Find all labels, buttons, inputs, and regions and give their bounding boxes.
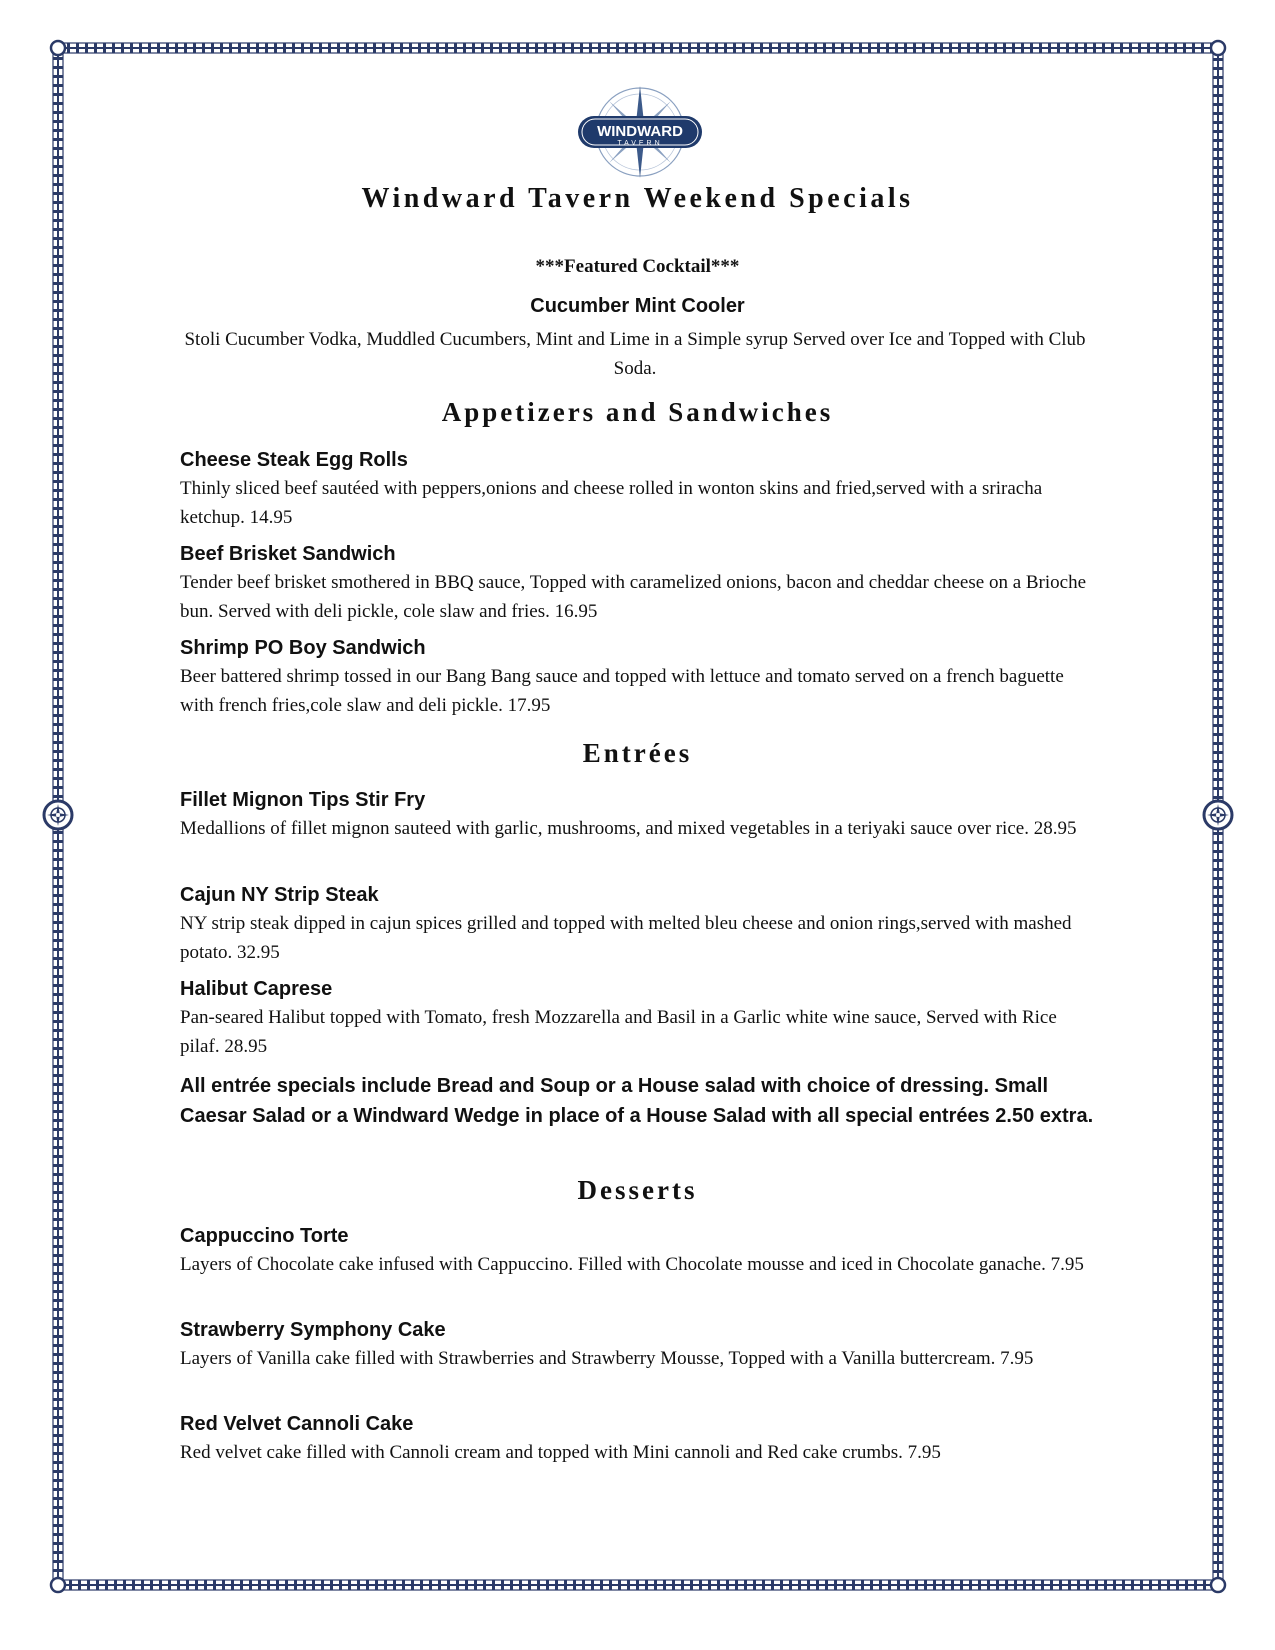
corner-knot-icon (51, 1578, 65, 1592)
menu-item-description: Pan-seared Halibut topped with Tomato, fresh Mozzarella and Basil in a Garlic white wine sauce, Served with Rice pilaf. 28.95 (180, 1007, 1057, 1057)
menu-item-name: Shrimp PO Boy Sandwich (180, 637, 426, 659)
menu-item-name: Halibut Caprese (180, 978, 333, 1000)
menu-item (180, 786, 1100, 843)
logo-wordmark: WINDWARD (597, 123, 683, 140)
right-compass-rose-icon (1204, 801, 1232, 829)
menu-item (180, 1316, 1100, 1373)
corner-knot-icon (51, 41, 65, 55)
menu-item (180, 446, 1100, 532)
menu-item-name: Cappuccino Torte (180, 1225, 349, 1247)
menu-item-name: Cheese Steak Egg Rolls (180, 449, 408, 471)
menu-item-description: Thinly sliced beef sautéed with peppers,onions and cheese rolled in wonton skins and fried,served with a sriracha ketchup. 14.95 (180, 478, 1043, 528)
section-heading-desserts: Desserts (577, 1175, 698, 1205)
corner-knot-icon (1211, 1578, 1225, 1592)
page-title: Windward Tavern Weekend Specials (361, 183, 914, 214)
menu-item-description: NY strip steak dipped in cajun spices grilled and topped with melted bleu cheese and onion rings,served with mashed potato. 32.95 (180, 913, 1072, 963)
menu-item (180, 540, 1100, 626)
menu-item-description: Tender beef brisket smothered in BBQ sauce, Topped with caramelized onions, bacon and cheddar cheese on a Brioche bun. Served with deli pickle, cole slaw and fries. 16.95 (180, 572, 1087, 622)
menu-item-description: Beer battered shrimp tossed in our Bang Bang sauce and topped with lettuce and tomato served on a french baguette with french fries,cole slaw and deli pickle. 17.95 (180, 666, 1064, 716)
corner-knot-icon (1211, 41, 1225, 55)
left-compass-rose-icon (44, 801, 72, 829)
menu-item (180, 881, 1100, 967)
section-heading-appetizers: Appetizers and Sandwiches (441, 397, 834, 427)
section-heading-entrees: Entrées (582, 738, 693, 768)
menu-item (180, 634, 1100, 720)
menu-item-name: Cajun NY Strip Steak (180, 884, 379, 906)
logo-subtitle: TAVERN (617, 140, 663, 147)
menu-item-description: Medallions of fillet mignon sauteed with garlic, mushrooms, and mixed vegetables in a teriyaki sauce over rice. 28.95 (180, 818, 1077, 839)
menu-item (180, 1410, 1100, 1467)
menu-item-name: Strawberry Symphony Cake (180, 1319, 446, 1341)
windward-tavern-logo (560, 82, 720, 182)
menu-item-description: Layers of Chocolate cake infused with Cappuccino. Filled with Chocolate mousse and iced in Chocolate ganache. 7.95 (180, 1254, 1084, 1275)
menu-item-description: Layers of Vanilla cake filled with Strawberries and Strawberry Mousse, Topped with a Vanilla buttercream. 7.95 (180, 1348, 1034, 1369)
menu-item-description: Red velvet cake filled with Cannoli cream and topped with Mini cannoli and Red cake crumbs. 7.95 (180, 1442, 941, 1463)
featured-cocktail-name: Cucumber Mint Cooler (530, 295, 745, 317)
menu-item (180, 975, 1100, 1061)
menu-item-name: Beef Brisket Sandwich (180, 543, 396, 565)
entree-specials-note: All entrée specials include Bread and Soup or a House salad with choice of dressing. Small Caesar Salad or a Windward Wedge in place of a House Salad with all special entrées 2.50 extra. (180, 1075, 1094, 1127)
menu-item (180, 1222, 1100, 1279)
menu-item-name: Red Velvet Cannoli Cake (180, 1413, 414, 1435)
featured-cocktail-heading: ***Featured Cocktail*** (535, 256, 740, 277)
menu-item-name: Fillet Mignon Tips Stir Fry (180, 789, 426, 811)
featured-cocktail-description: Stoli Cucumber Vodka, Muddled Cucumbers, Mint and Lime in a Simple syrup Served over Ice and Topped with Club Soda. (184, 329, 1086, 379)
